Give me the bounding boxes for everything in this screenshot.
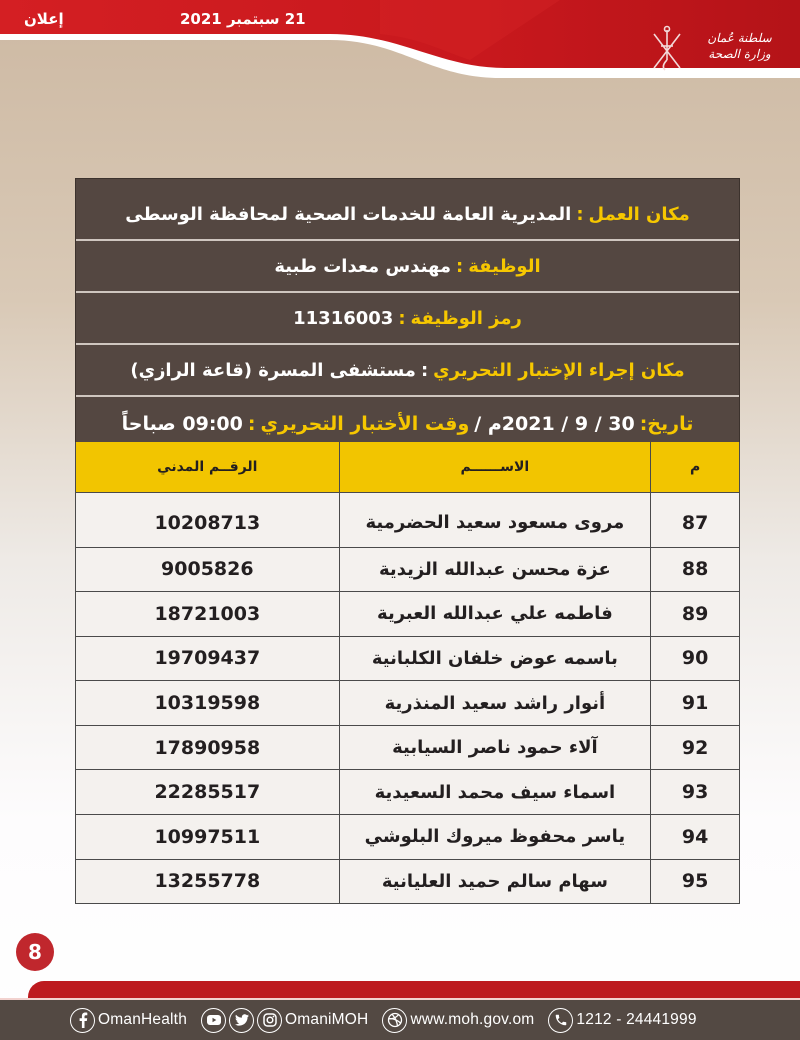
job-label: الوظيفة — [468, 255, 541, 277]
row-name: عزة محسن عبدالله الزيدية — [339, 547, 650, 592]
facebook-link[interactable] — [70, 1008, 187, 1033]
row-index: 90 — [651, 636, 740, 681]
time-label: وقت الأختبار التحريري — [260, 413, 470, 435]
ministry-logo — [632, 16, 792, 86]
table-row — [76, 815, 740, 860]
ministry-name — [692, 30, 787, 62]
table-header-row — [76, 442, 740, 492]
separator: : — [420, 359, 429, 381]
phone-icon — [548, 1008, 573, 1033]
announcement-label: إعلان — [24, 10, 64, 28]
job-code-label: رمز الوظيفة — [410, 307, 522, 329]
separator: : — [456, 255, 464, 277]
logo-line-1: سلطنة عُمان — [707, 31, 772, 45]
website-url: www.moh.gov.om — [410, 1011, 535, 1028]
row-civil-id: 18721003 — [76, 592, 340, 637]
table-row — [76, 492, 740, 547]
row-civil-id: 9005826 — [76, 547, 340, 592]
date-label: تاريخ: — [639, 413, 694, 435]
row-index: 91 — [651, 681, 740, 726]
row-name: باسمه عوض خلفان الكلبانية — [339, 636, 650, 681]
date-value: 30 / 9 / 2021م / — [474, 413, 635, 435]
row-name: أنوار راشد سعيد المنذرية — [339, 681, 650, 726]
header-name: الاســــــم — [339, 442, 650, 492]
instagram-icon[interactable] — [257, 1008, 282, 1033]
page-number-badge: 8 — [16, 933, 54, 971]
row-name: مروى مسعود سعيد الحضرمية — [339, 492, 650, 547]
separator: : — [398, 307, 406, 329]
twitter-icon[interactable] — [229, 1008, 254, 1033]
oman-crescent-emblem-icon — [632, 16, 694, 86]
row-index: 87 — [651, 492, 740, 547]
row-name: اسماء سيف محمد السعيدية — [339, 770, 650, 815]
row-name: آلاء حمود ناصر السيابية — [339, 725, 650, 770]
row-civil-id: 22285517 — [76, 770, 340, 815]
exam-place-value: مستشفى المسرة (قاعة الرازي) — [130, 359, 416, 381]
table-row — [76, 547, 740, 592]
website-link[interactable] — [382, 1008, 534, 1033]
job-code-value: 11316003 — [293, 307, 394, 329]
facebook-icon — [70, 1008, 95, 1033]
social-links — [201, 1008, 368, 1033]
row-index: 89 — [651, 592, 740, 637]
row-index: 92 — [651, 725, 740, 770]
row-index: 95 — [651, 859, 740, 904]
logo-line-2: وزارة الصحة — [708, 47, 771, 61]
row-civil-id: 19709437 — [76, 636, 340, 681]
row-index: 88 — [651, 547, 740, 592]
row-name: ياسر محفوظ ميروك البلوشي — [339, 815, 650, 860]
table-row — [76, 859, 740, 904]
row-index: 94 — [651, 815, 740, 860]
row-name: فاطمه علي عبدالله العبرية — [339, 592, 650, 637]
footer-contact-bar — [0, 1000, 800, 1040]
row-civil-id: 13255778 — [76, 859, 340, 904]
table-row — [76, 636, 740, 681]
facebook-handle: OmanHealth — [98, 1011, 188, 1028]
row-civil-id: 17890958 — [76, 725, 340, 770]
row-civil-id: 10319598 — [76, 681, 340, 726]
row-civil-id: 10997511 — [76, 815, 340, 860]
workplace-row — [76, 179, 739, 241]
separator: : — [576, 203, 584, 225]
phone-number: 1212 - 24441999 — [576, 1011, 697, 1028]
exam-info-panel — [75, 178, 740, 452]
row-civil-id: 10208713 — [76, 492, 340, 547]
youtube-icon[interactable] — [201, 1008, 226, 1033]
row-index: 93 — [651, 770, 740, 815]
job-title-row — [76, 241, 739, 293]
phone-contact[interactable] — [548, 1008, 696, 1033]
header-index: م — [651, 442, 740, 492]
header-banner — [0, 0, 800, 110]
header-date: 21 سبتمبر 2021 — [180, 10, 306, 28]
time-value: 09:00 صباحاً — [121, 413, 243, 435]
social-handle: OmaniMOH — [285, 1011, 369, 1028]
separator: : — [247, 413, 256, 435]
globe-icon — [382, 1008, 407, 1033]
row-name: سهام سالم حميد العليانية — [339, 859, 650, 904]
exam-place-label: مكان إجراء الإختبار التحريري — [433, 359, 685, 381]
workplace-value: المديرية العامة للخدمات الصحية لمحافظة الوسطى — [125, 203, 572, 225]
header-civil-id: الرقــم المدني — [76, 442, 340, 492]
job-code-row — [76, 293, 739, 345]
job-value: مهندس معدات طبية — [274, 255, 452, 277]
table-row — [76, 770, 740, 815]
candidates-table — [75, 442, 740, 904]
workplace-label: مكان العمل — [588, 203, 690, 225]
table-row — [76, 681, 740, 726]
table-row — [76, 725, 740, 770]
table-row — [76, 592, 740, 637]
exam-place-row — [76, 345, 739, 397]
